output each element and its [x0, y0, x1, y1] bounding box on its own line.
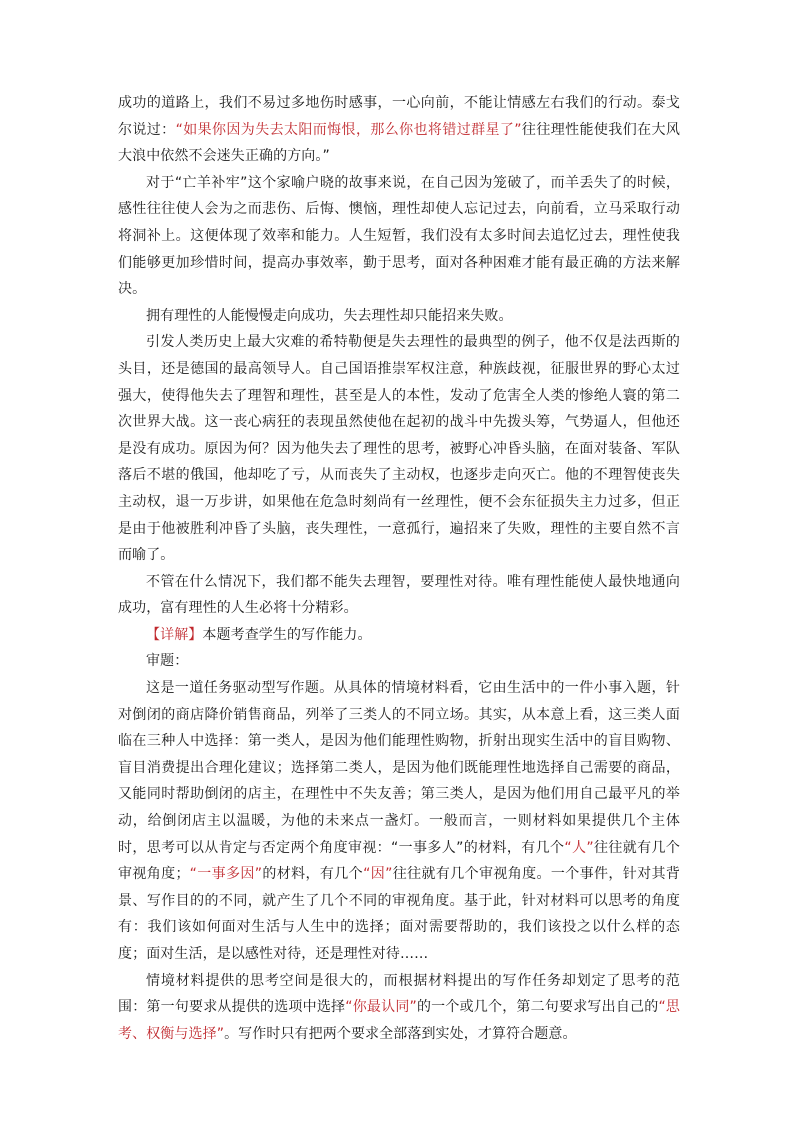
paragraph-shenti-heading: 审题： [146, 653, 189, 670]
paragraph-8-text-d: 往往就有几个审视角度。一个事件，针对其背景、写作目的的不同，就产生了几个不同的审视角度。基于此，针对材料可以思考的角度有：我们该如何面对生活与人生中的选择；面对需要帮助的，我们该投之以什么样的态度；面对生活，是以感性对待，还是理性对待…… [118, 866, 681, 962]
paragraph-3: 拥有理性的人能慢慢走向成功，失去理性却只能招来失败。 [146, 307, 513, 324]
paragraph-9-text-c: 。写作时只有把两个要求全部落到实处，才算符合题意。 [224, 1025, 577, 1042]
article-body [118, 90, 680, 1047]
paragraph-8-text-b: 往往就有几个审视角度； [118, 839, 680, 883]
paragraph-4: 引发人类历史上最大灾难的希特勒便是失去理性的最典型的例子，他不仅是法西斯的头目，还是德国的最高领导人。自己国语推崇军权注意，种族歧视，征服世界的野心太过强大，使得他失去了理智和理性，甚至是人的本性，发动了危害全人类的惨绝人寰的第二次世界大战。这一丧心病狂的表现虽然使他在起初的战斗中先拨头筹，气势逼人，但他还是没有成功。原因为何？因为他失去了理性的思考，被野心冲昏头脑，在面对装备、军队落后不堪的俄国，他却吃了亏，从而丧失了主动权，也逐步走向灭亡。他的不理智使丧失主动权，退一万步讲，如果他在危急时刻尚有一丝理性，便不会东征损失主力过多，但正是由于他被胜利冲昏了头脑，丧失理性，一意孤行，遍招来了失败，理性的主要自然不言而喻了。 [118, 334, 680, 564]
paragraph-8-text-a: 这是一道任务驱动型写作题。从具体的情境材料看，它由生活中的一件小事入题，针对倒闭的商店降价销售商品，列举了三类人的不同立场。其实，从本意上看，这三类人面临在三种人中选择：第一类人，是因为他们能理性购物，折射出现实生活中的盲目购物、盲目消费提出合理化建议；选择第二类人，是因为他们既能理性地选择自己需要的商品，又能同时帮助倒闭的店主，在理性中不失友善；第三类人，是因为他们用自己最平凡的举动，给倒闭店主以温暖，为他的未来点一盏灯。一般而言，一则材料如果提供几个主体时，思考可以从肯定与否定两个角度审视：“一事多人”的材料，有几个 [118, 680, 680, 856]
paragraph-9 [118, 968, 680, 1048]
quote-sikao-quanheng: “思考、权衡与选择” [118, 999, 680, 1042]
tagore-quote: “如果你因为失去太阳而悔恨，那么你也将错过群星了” [175, 121, 522, 138]
paragraph-9-text-b: 的一个或几个，第二句要求写出自己的 [416, 999, 659, 1016]
paragraph-8 [118, 675, 680, 968]
paragraph-1 [118, 90, 680, 170]
explanation-text: 本题考查学生的写作能力。 [202, 626, 372, 643]
quote-ren: “人” [564, 839, 594, 856]
paragraph-explanation [118, 622, 680, 649]
quote-yishi-duoyin: “一事多因” [189, 866, 263, 883]
explanation-tag: 【详解】 [146, 626, 203, 643]
quote-yin: “因” [363, 866, 393, 883]
paragraph-1-text-b: 往往理性能使我们在大风大浪中依然不会迷失正确的方向。” [118, 121, 680, 165]
paragraph-1-text-a: 成功的道路上，我们不易过多地伤时感事，一心向前，不能让情感左右我们的行动。泰戈尔说过： [118, 95, 680, 138]
paragraph-9-text-a: 情境材料提供的思考空间是很大的，而根据材料提出的写作任务却划定了思考的范围：第一句要求从提供的选项中选择 [118, 972, 680, 1016]
quote-ni-zui-rentong: “你最认同” [345, 999, 417, 1016]
paragraph-2: 对于“亡羊补牢”这个家喻户晓的故事来说，在自己因为笼破了，而羊丢失了的时候，感性往往使人会为之而悲伤、后悔、懊恼，理性却使人忘记过去，向前看，立马采取行动将洞补上。这便体现了效率和能力。人生短暂，我们没有太多时间去追忆过去，理性使我们能够更加珍惜时间，提高办事效率，勤于思考，面对各种困难才能有最正确的方法来解决。 [118, 174, 680, 298]
paragraph-8-text-c: 的材料，有几个 [262, 866, 364, 883]
paragraph-5: 不管在什么情况下，我们都不能失去理智，要理性对待。唯有理性能使人最快地通向成功，富有理性的人生必将十分精彩。 [118, 573, 680, 617]
